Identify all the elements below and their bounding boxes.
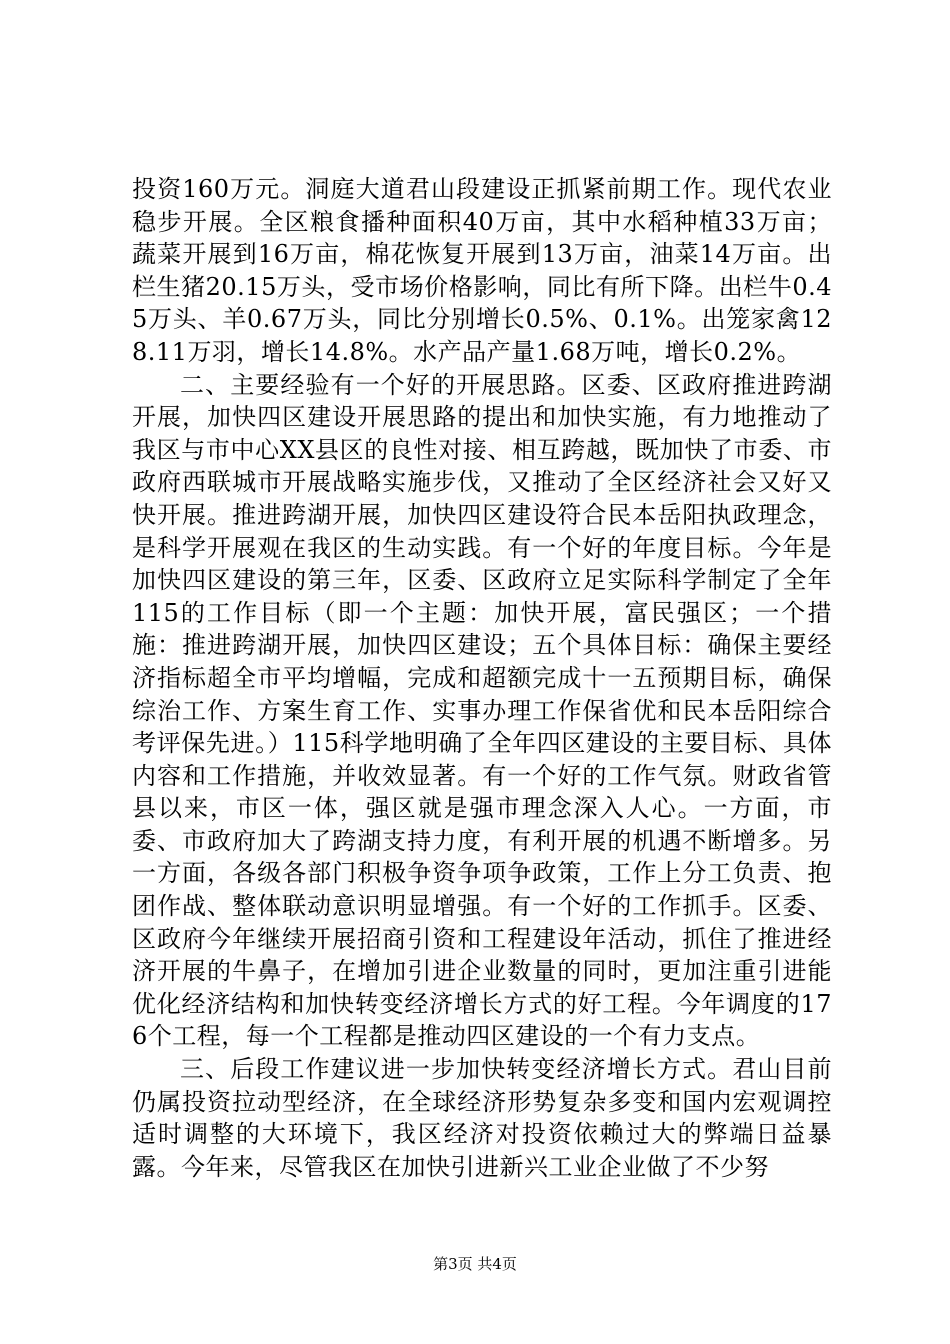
page-footer: 第3页 共4页 (433, 1255, 517, 1273)
paragraph-2: 二、主要经验有一个好的开展思路。区委、区政府推进跨湖开展，加快四区建设开展思路的提出和加快实施，有力地推动了我区与市中心XX县区的良性对接、相互跨越，既加快了市委、市政府西联城市开展战略实施步伐，又推动了全区经济社会又好又快开展。推进跨湖开展，加快四区建设符合民本岳阳执政理念，是科学开展观在我区的生动实践。有一个好的年度目标。今年是加快四区建设的第三年，区委、区政府立足实际科学制定了全年115的工作目标（即一个主题：加快开展，富民强区；一个措施：推进跨湖开展，加快四区建设；五个具体目标：确保主要经济指标超全市平均增幅，完成和超额完成十一五预期目标，确保综治工作、方案生育工作、实事办理工作保省优和民本岳阳综合考评保先进。）115科学地明确了全年四区建设的主要目标、具体内容和工作措施，并收效显著。有一个好的工作气氛。财政省管县以来，市区一体，强区就是强市理念深入人心。一方面，市委、市政府加大了跨湖支持力度，有利开展的机遇不断增多。另一方面，各级各部门积极争资争项争政策，工作上分工负责、抱团作战、整体联动意识明显增强。有一个好的工作抓手。区委、区政府今年继续开展招商引资和工程建设年活动，抓住了推进经济开展的牛鼻子，在增加引进企业数量的同时，更加注重引进能优化经济结构和加快转变经济增长方式的好工程。今年调度的176个工程，每一个工程都是推动四区建设的一个有力支点。 (132, 370, 832, 1051)
document-body (132, 173, 832, 1183)
paragraph-3: 三、后段工作建议进一步加快转变经济增长方式。君山目前仍属投资拉动型经济，在全球经济形势复杂多变和国内宏观调控适时调整的大环境下，我区经济对投资依赖过大的弊端日益暴露。今年来，尽管我区在加快引进新兴工业企业做了不少努 (132, 1055, 832, 1181)
paragraph-1: 投资160万元。洞庭大道君山段建设正抓紧前期工作。现代农业稳步开展。全区粮食播种面积40万亩，其中水稻种植33万亩；蔬菜开展到16万亩，棉花恢复开展到13万亩，油菜14万亩。出栏生猪20.15万头，受市场价格影响，同比有所下降。出栏牛0.45万头、羊0.67万头，同比分别增长0.5%、0.1%。出笼家禽128.11万羽，增长14.8%。水产品产量1.68万吨，增长0.2%。 (132, 175, 832, 366)
